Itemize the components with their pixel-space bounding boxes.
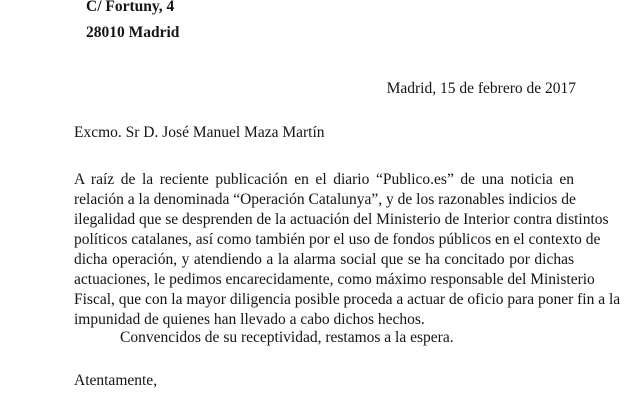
salutation: Excmo. Sr D. José Manuel Maza Martín — [74, 124, 325, 141]
letter-date: Madrid, 15 de febrero de 2017 — [386, 80, 576, 97]
address-city: 28010 Madrid — [86, 24, 180, 41]
body-line: políticos catalanes, así como también por el uso de fondos públicos en el contexto de — [74, 231, 601, 248]
body-line: actuaciones, le pedimos encarecidamente, como máximo responsable del Ministerio — [74, 271, 595, 288]
body-line: dicha operación, y atendiendo a la alarma social que se ha concitado por dichas — [74, 251, 574, 268]
body-line: ilegalidad que se desprenden de la actuación del Ministerio de Interior contra distintos — [74, 211, 609, 228]
body-line: impunidad de quienes han llevado a cabo dichos hechos. — [74, 311, 425, 328]
body-line: Fiscal, que con la mayor diligencia posible proceda a actuar de oficio para poner fin a la — [74, 291, 621, 308]
address-street: C/ Fortuny, 4 — [86, 0, 175, 15]
body-line: relación a la denominada “Operación Catalunya”, y de los razonables indicios de — [74, 191, 576, 208]
body-line: A raíz de la reciente publicación en el diario “Publico.es” de una noticia en — [74, 171, 574, 188]
closing-sentence: Convencidos de su receptividad, restamos a la espera. — [120, 329, 454, 346]
signoff: Atentamente, — [74, 372, 158, 389]
